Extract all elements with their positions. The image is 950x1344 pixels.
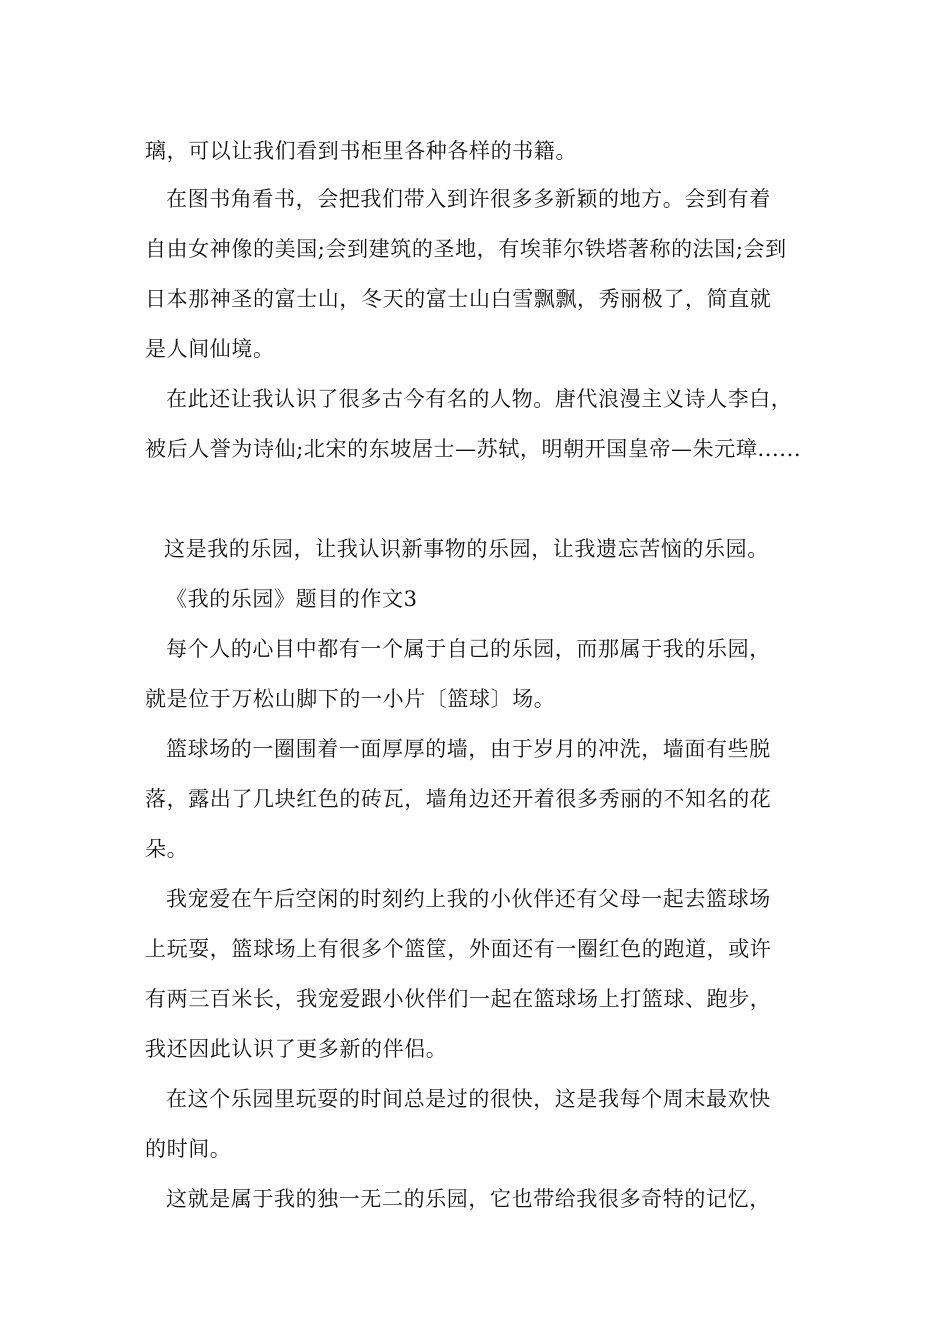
text-line: 上玩耍，篮球场上有很多个篮筐，外面还有一圈红色的跑道，或许 [145,937,772,961]
text-line: 在图书角看书，会把我们带入到许很多多新颖的地方。会到有着 [166,187,771,211]
text-line: 的时间。 [145,1137,232,1161]
text-line: 落，露出了几块红色的砖瓦，墙角边还开着很多秀丽的不知名的花 [145,787,772,811]
text-line: 有两三百米长，我宠爱跟小伙伴们一起在篮球场上打篮球、跑步， [145,987,772,1011]
text-line: 被后人誉为诗仙;北宋的东坡居士—苏轼，明朝开国皇帝—朱元璋...... [145,437,802,461]
text-line: 璃，可以让我们看到书柜里各种各样的书籍。 [145,139,577,163]
text-line: 篮球场的一圈围着一面厚厚的墙，由于岁月的冲洗，墙面有些脱 [166,737,771,761]
text-line: 就是位于万松山脚下的一小片〔篮球〕场。 [145,687,556,711]
text-line: 自由女神像的美国;会到建筑的圣地，有埃菲尔铁塔著称的法国;会到 [145,237,787,261]
text-line: 我宠爱在午后空闲的时刻约上我的小伙伴还有父母一起去篮球场 [166,887,771,911]
section-title: 《我的乐园》题目的作文3 [166,587,418,611]
text-line: 在此还让我认识了很多古今有名的人物。唐代浪漫主义诗人李白， [166,387,793,411]
text-line: 日本那神圣的富士山，冬天的富士山白雪飘飘，秀丽极了，简直就 [145,287,772,311]
text-line: 这就是属于我的独一无二的乐园，它也带给我很多奇特的记忆， [166,1187,771,1211]
text-line: 这是我的乐园，让我认识新事物的乐园，让我遗忘苦恼的乐园。 [164,537,769,561]
text-line: 是人间仙境。 [145,337,275,361]
text-line: 在这个乐园里玩耍的时间总是过的很快，这是我每个周末最欢快 [166,1087,771,1111]
text-line: 每个人的心目中都有一个属于自己的乐园，而那属于我的乐园， [166,637,771,661]
text-line: 我还因此认识了更多新的伴侣。 [145,1037,448,1061]
text-line: 朵。 [145,837,189,861]
